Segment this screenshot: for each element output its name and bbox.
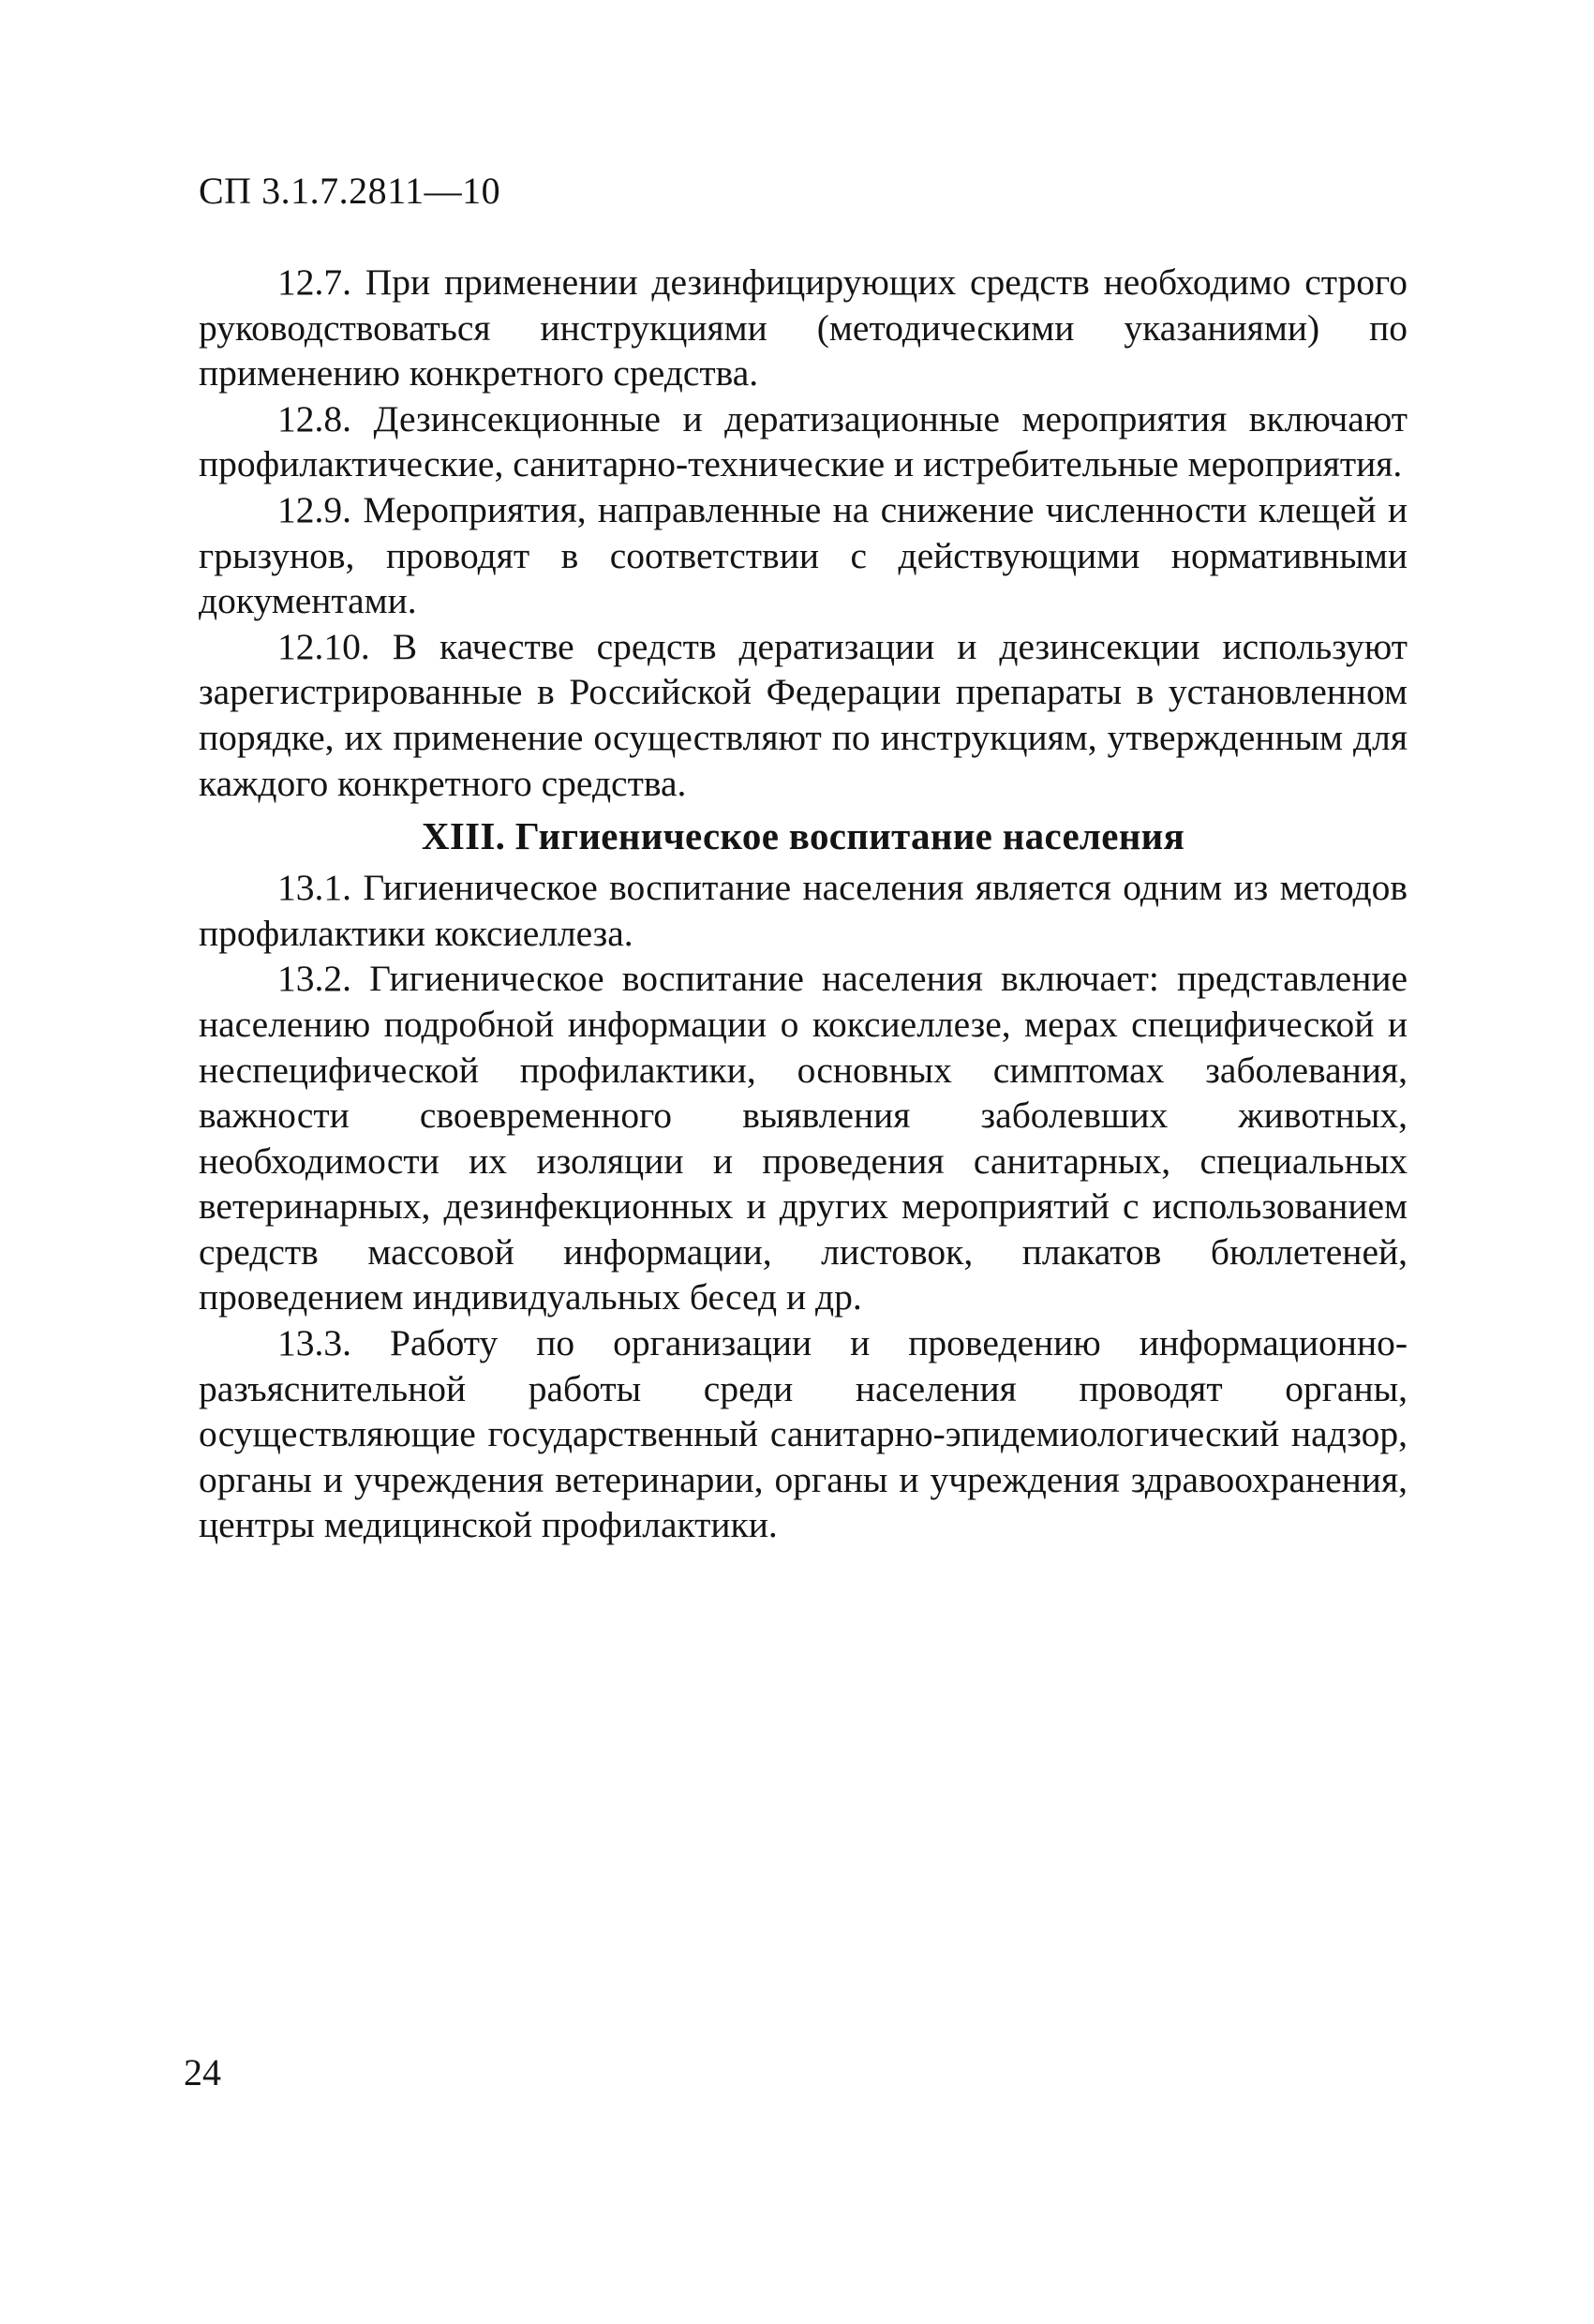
- section-heading-xiii: XIII. Гигиеническое воспитание населения: [421, 814, 1185, 858]
- paragraph-12-10: 12.10. В качестве средств дератизации и дезинсекции используют зарегистрированные в Российской Федерации препараты в установленном порядке, их применение осуществляют по инструкциям, утвержденным для каждого конкретного средства.: [199, 625, 1408, 804]
- document-code-header: СП 3.1.7.2811—10: [199, 170, 501, 212]
- document-body: [199, 260, 1408, 1548]
- paragraph-12-9: 12.9. Мероприятия, направленные на снижение численности клещей и грызунов, проводят в соответствии с действующими нормативными документами.: [199, 488, 1408, 622]
- paragraph-12-7: 12.7. При применении дезинфицирующих средств необходимо строго руководствоваться инструкциями (методическими указаниями) по применению конкретного средства.: [199, 261, 1408, 395]
- paragraph-13-1: 13.1. Гигиеническое воспитание населения является одним из методов профилактики коксиеллеза.: [199, 867, 1408, 954]
- page-number: 24: [184, 2051, 221, 2093]
- paragraph-13-3: 13.3. Работу по организации и проведению информационно-разъяснительной работы среди населения проводят органы, осуществляющие государственный санитарно-эпидемиологический надзор, органы и учреждения ветеринарии, органы и учреждения здравоохранения, центры медицинской профилактики.: [199, 1322, 1408, 1546]
- paragraph-12-8: 12.8. Дезинсекционные и дератизационные мероприятия включают профилактические, санитарно-технические и истребительные мероприятия.: [199, 397, 1408, 485]
- paragraph-13-2: 13.2. Гигиеническое воспитание населения включает: представление населению подробной информации о коксиеллезе, мерах специфической и неспецифической профилактики, основных симптомах заболевания, важности своевременного выявления заболевших животных, необходимости их изоляции и проведения санитарных, специальных ветеринарных, дезинфекционных и других мероприятий с использованием средств массовой информации, листовок, плакатов бюллетеней, проведением индивидуальных бесед и др.: [199, 958, 1408, 1318]
